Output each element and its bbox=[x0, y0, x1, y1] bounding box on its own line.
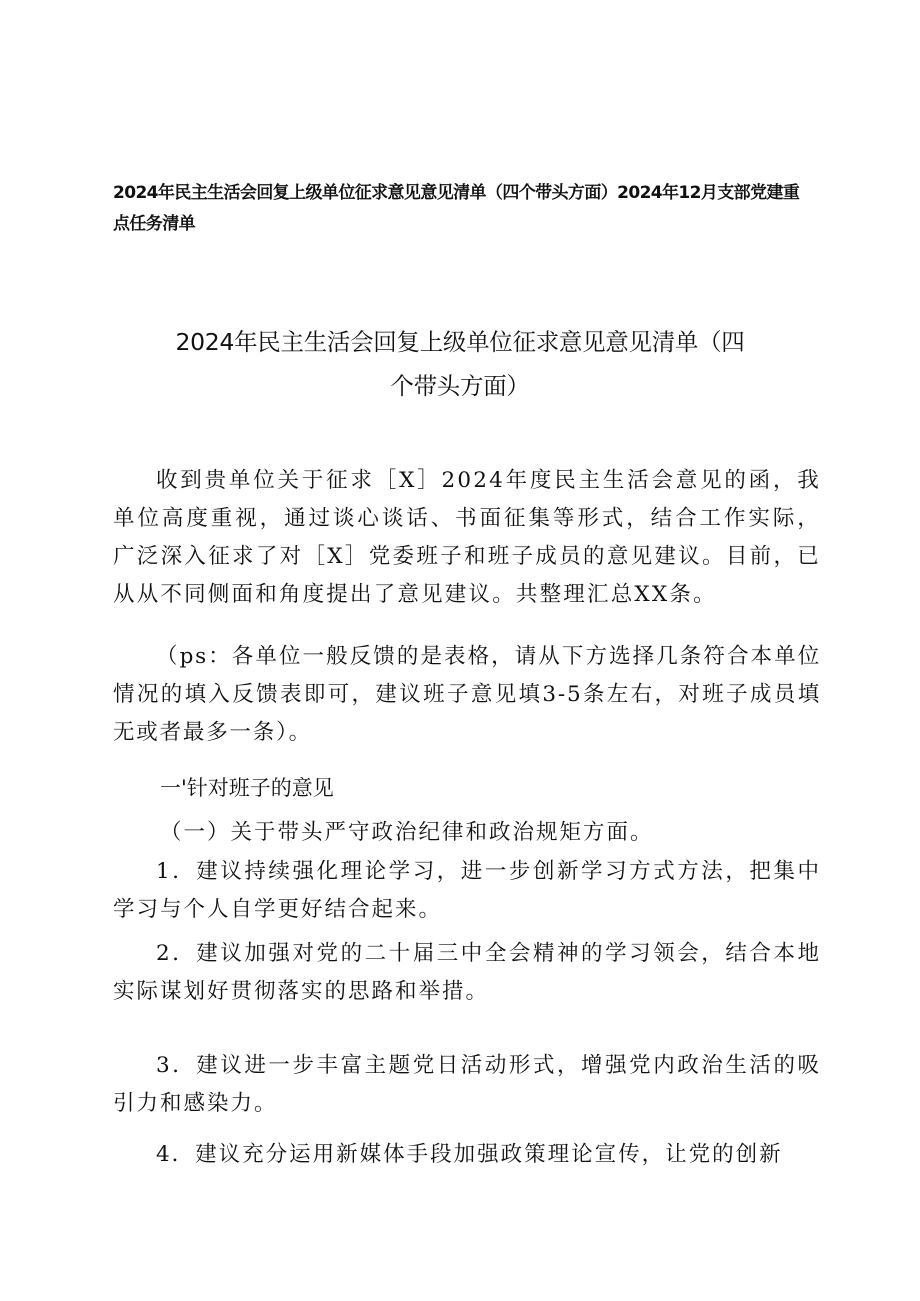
list-item: 1．建议持续强化理论学习，进一步创新学习方式方法，把集中学习与个人自学更好结合起来。 bbox=[113, 859, 821, 922]
list-item: 2．建议加强对党的二十届三中全会精神的学习领会，结合本地实际谋划好贯彻落实的思路和举措。 bbox=[113, 941, 821, 1004]
list-item: 4．建议充分运用新媒体手段加强政策理论宣传，让党的创新 bbox=[156, 1142, 783, 1167]
document-header: 2024年民主生活会回复上级单位征求意见意见清单（四个带头方面）2024年12月支部党建重点任务清单 bbox=[113, 183, 800, 234]
title-line-2: 个带头方面） bbox=[390, 372, 530, 400]
subsection-heading-political-discipline: （一）关于带头严守政治纪律和政治规矩方面。 bbox=[160, 820, 654, 845]
document-title bbox=[110, 320, 810, 408]
section-heading-team-opinions: 一'针对班子的意见 bbox=[160, 776, 334, 800]
list-item: 3．建议进一步丰富主题党日活动形式，增强党内政治生活的吸引力和感染力。 bbox=[113, 1053, 821, 1116]
ps-note-paragraph: （ps：各单位一般反馈的是表格，请从下方选择几条符合本单位情况的填入反馈表即可，建议班子意见填3-5条左右，对班子成员填无或者最多一条）。 bbox=[113, 644, 821, 745]
intro-paragraph: 收到贵单位关于征求［X］2024年度民主生活会意见的函，我单位高度重视，通过谈心谈话、书面征集等形式，结合工作实际，广泛深入征求了对［X］党委班子和班子成员的意见建议。目前，已从从不同侧面和角度提出了意见建议。共整理汇总XX条。 bbox=[113, 468, 821, 607]
title-line-1: 2024年民主生活会回复上级单位征求意见意见清单（四 bbox=[175, 328, 745, 356]
